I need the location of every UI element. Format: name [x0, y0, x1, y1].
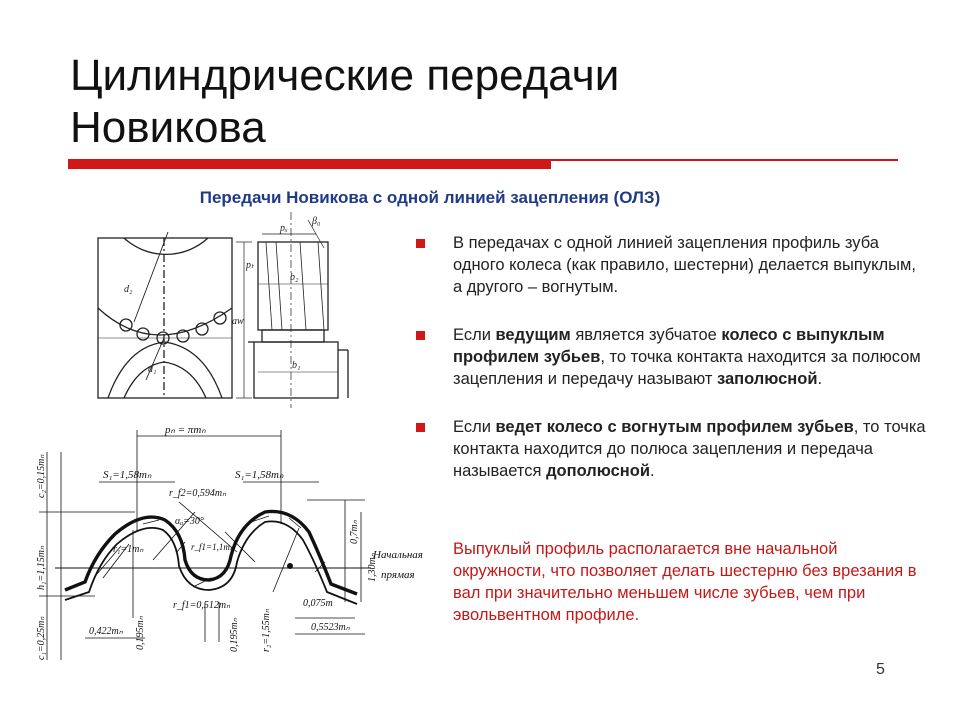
- label-s1-left: S₁=1,58mₙ: [103, 469, 152, 481]
- label-b1: b₁: [292, 360, 301, 371]
- label-r2: r₂=1,55mₙ: [261, 609, 272, 652]
- label-pitch: pₙ = πmₙ: [165, 424, 206, 436]
- label-h1: h₁=1,15mₙ: [36, 546, 47, 590]
- slide-title: [70, 50, 770, 154]
- label-0195b: 0,195mₙ: [229, 618, 240, 652]
- label-pt: pₜ: [246, 260, 254, 271]
- label-0075: 0,075m: [303, 598, 333, 609]
- label-d1: d₁: [148, 364, 157, 375]
- paragraph-4-text: Выпуклый профиль располагается вне начальной окружности, что позволяет делать шестерню без врезания в вал при значительно меньшем числе зубьев, чем при эвольвентном профиле.: [453, 540, 917, 624]
- paragraph-2: [416, 324, 926, 390]
- label-px: pₓ: [280, 223, 288, 234]
- label-pitch-line-1: Начальная: [373, 549, 423, 561]
- bullet-square-icon: [416, 239, 425, 248]
- title-rule-thick: [68, 161, 551, 169]
- paragraph-3: [416, 416, 926, 482]
- gear-pair-drawing: [86, 212, 382, 408]
- tooth-profile-drawing: [25, 412, 435, 664]
- tooth-profile-svg: [25, 412, 435, 664]
- bullet-square-icon: [416, 423, 425, 432]
- label-s1-right: S₁=1,58mₙ: [235, 469, 284, 481]
- label-b2: b₂: [290, 272, 299, 283]
- paragraph-1: [416, 232, 926, 298]
- bullet-square-icon: [416, 331, 425, 340]
- page-number: 5: [876, 661, 885, 678]
- label-05523: 0,5523mₙ: [311, 622, 350, 633]
- paragraph-2-text: Если ведущим является зубчатое колесо с выпуклым профилем зубьев, то точка контакта находится за полюсом зацепления и передачу называют заполюсной.: [453, 326, 921, 388]
- label-c2: c₂=0,15mₙ: [36, 454, 47, 498]
- label-rf2: r_f2=0,594mₙ: [169, 488, 227, 499]
- label-alpha: αₐ=30°: [175, 516, 204, 527]
- paragraph-4: [416, 538, 926, 626]
- label-c1: c₁=0,25mₙ: [36, 616, 47, 660]
- title-line-1: Цилиндрические передачи: [70, 51, 620, 100]
- label-beta: β₀: [312, 216, 321, 227]
- label-h2: 1,30mₙ: [367, 553, 378, 582]
- label-aw: aw: [232, 316, 244, 327]
- slide-subtitle: Передачи Новикова с одной линией зацепления (ОЛЗ): [199, 188, 661, 207]
- label-rf1-small: r_f1=1,1mₙ: [191, 542, 234, 552]
- paragraph-3-text: Если ведет колесо с вогнутым профилем зубьев, то точка контакта находится до полюса зацепления и передача называется дополюсной.: [453, 418, 926, 480]
- label-rf1: r_f1=0,512mₙ: [173, 600, 231, 611]
- label-d2: d₂: [124, 284, 133, 295]
- label-pitch-line-2: прямая: [381, 569, 415, 581]
- paragraph-1-text: В передачах с одной линией зацепления профиль зуба одного колеса (как правило, шестерни) делается выпуклым, а другого – вогнутым.: [453, 234, 916, 296]
- label-0422: 0,422mₙ: [89, 626, 123, 637]
- label-0195a: 0,195mₙ: [135, 616, 146, 650]
- label-r1: r₁=1mₙ: [113, 544, 144, 555]
- label-ha2: 0,7mₙ: [349, 520, 360, 544]
- gear-pair-svg: [86, 212, 382, 408]
- title-line-2: Новикова: [70, 103, 266, 152]
